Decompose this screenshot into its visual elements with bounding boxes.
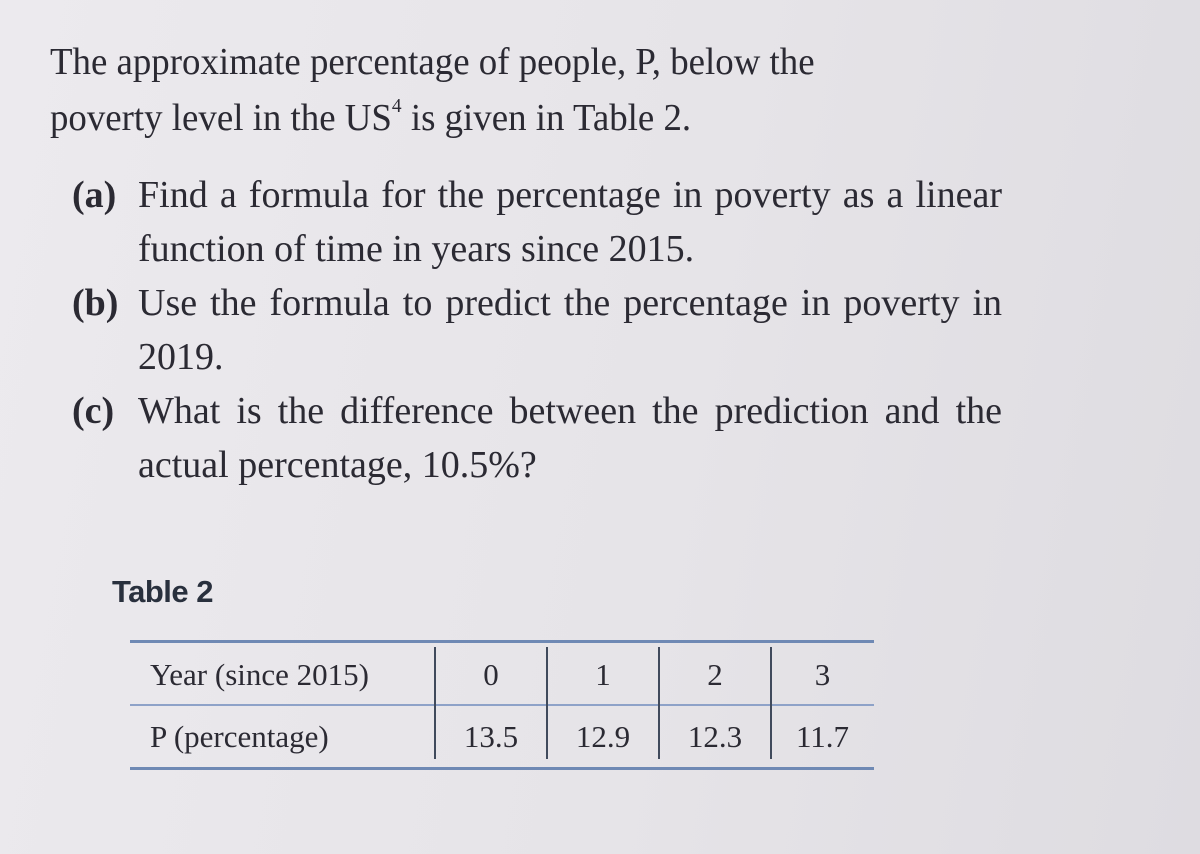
intro-line-2 <box>50 90 981 146</box>
column-divider <box>658 647 660 759</box>
column-divider <box>546 647 548 759</box>
intro-line-2-start: poverty level in the US <box>50 97 392 139</box>
table-row-year <box>130 645 874 705</box>
percentage-cell: 13.5 <box>463 719 519 754</box>
problem-parts <box>72 168 1002 492</box>
year-cell: 3 <box>814 657 831 692</box>
intro-line-1: The approximate percentage of people, P, below the <box>50 41 815 83</box>
part-c-label: (c) <box>72 390 115 432</box>
percentage-header <box>130 707 435 767</box>
table-row-percentage <box>130 707 874 767</box>
part-b-label: (b) <box>72 282 119 324</box>
percentage-cell: 12.9 <box>575 719 631 754</box>
part-a-text: Find a formula for the percentage in poverty as a linear function of time in years since 2015. <box>138 174 1002 270</box>
part-a-label: (a) <box>72 174 117 216</box>
year-cell: 0 <box>483 657 499 692</box>
part-b <box>72 276 1002 384</box>
part-c-text: What is the difference between the prediction and the actual percentage, 10.5%? <box>138 390 1002 486</box>
year-cell: 1 <box>595 657 611 692</box>
row-divider <box>130 704 874 706</box>
intro-line-2-end: is given in Table 2. <box>401 97 692 139</box>
footnote-marker: 4 <box>391 95 402 117</box>
problem-intro <box>50 34 981 146</box>
column-divider <box>434 647 436 759</box>
percentage-variable: P (percentage) <box>150 719 329 754</box>
table-caption: Table 2 <box>112 574 214 609</box>
percentage-cell: 11.7 <box>795 719 850 754</box>
data-table <box>130 640 874 770</box>
column-divider <box>770 647 772 759</box>
part-b-text: Use the formula to predict the percentage in poverty in 2019. <box>138 282 1002 378</box>
year-cell: 2 <box>707 657 723 692</box>
percentage-cell: 12.3 <box>687 719 743 754</box>
year-header: Year (since 2015) <box>150 657 369 692</box>
part-a <box>72 168 1002 276</box>
part-c <box>72 384 1002 492</box>
